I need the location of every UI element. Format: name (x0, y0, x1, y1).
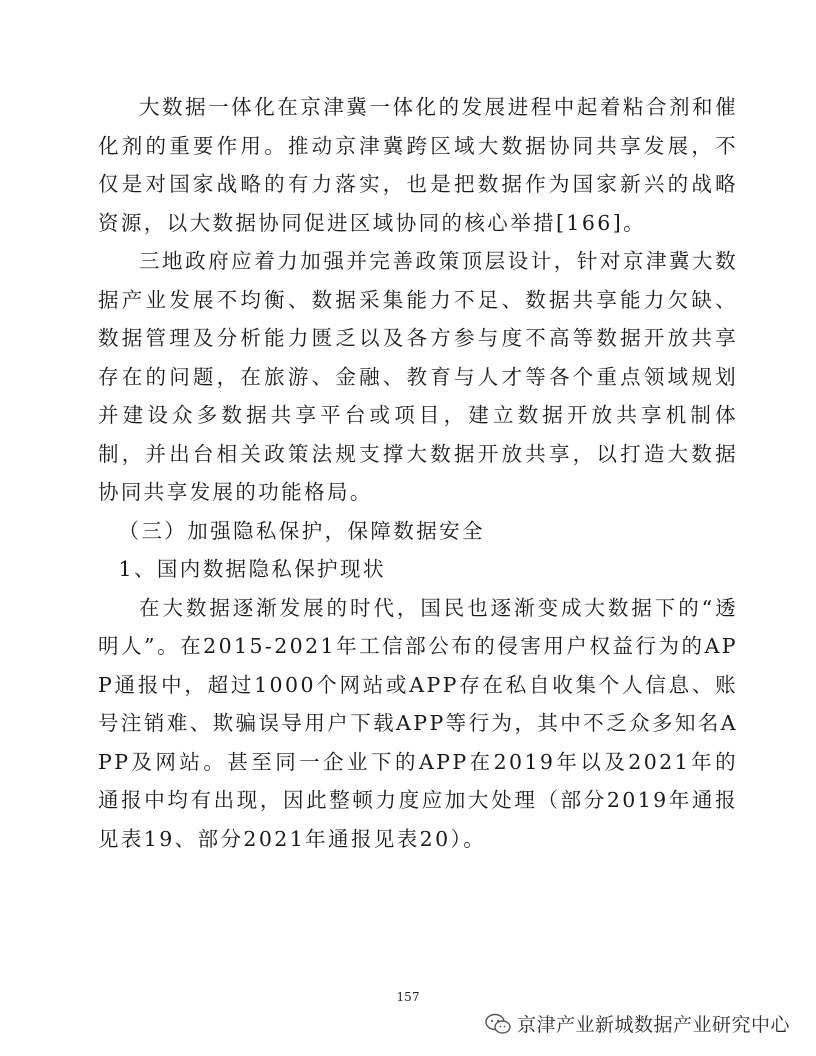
subsection-heading: 1、国内数据隐私保护现状 (118, 557, 386, 581)
source-watermark (485, 1010, 790, 1037)
paragraph-1: 大数据一体化在京津冀一体化的发展进程中起着粘合剂和催化剂的重要作用。推动京津冀跨区域大数据协同共享发展，不仅是对国家战略的有力落实，也是把数据作为国家新兴的战略资源，以大数据协同促进区域协同的核心举措[166]。 (98, 95, 738, 235)
section-heading: （三）加强隐私保护，保障数据安全 (118, 518, 485, 543)
source-label: 京津产业新城数据产业研究中心 (516, 1014, 790, 1036)
page-number: 157 (396, 990, 420, 1004)
paragraph-2: 三地政府应着力加强并完善政策顶层设计，针对京津冀大数据产业发展不均衡、数据采集能力不足、数据共享能力欠缺、数据管理及分析能力匮乏以及各方参与度不高等数据开放共享存在的问题，在旅游、金融、教育与人才等各个重点领域规划并建设众多数据共享平台或项目，建立数据开放共享机制体制，并出台相关政策法规支撑大数据开放共享，以打造大数据协同共享发展的功能格局。 (98, 249, 738, 504)
wechat-icon (485, 1013, 511, 1035)
paragraph-3: 在大数据逐渐发展的时代，国民也逐渐变成大数据下的“透明人”。在2015-2021年工信部公布的侵害用户权益行为的APP通报中，超过1000个网站或APP存在私自收集个人信息、账号注销难、欺骗误导用户下载APP等行为，其中不乏众多知名APP及网站。甚至同一企业下的APP在2019年以及2021年的通报中均有出现，因此整顿力度应加大处理（部分2019年通报见表19、部分2021年通报见表20）。 (98, 595, 738, 851)
document-body (98, 88, 738, 858)
